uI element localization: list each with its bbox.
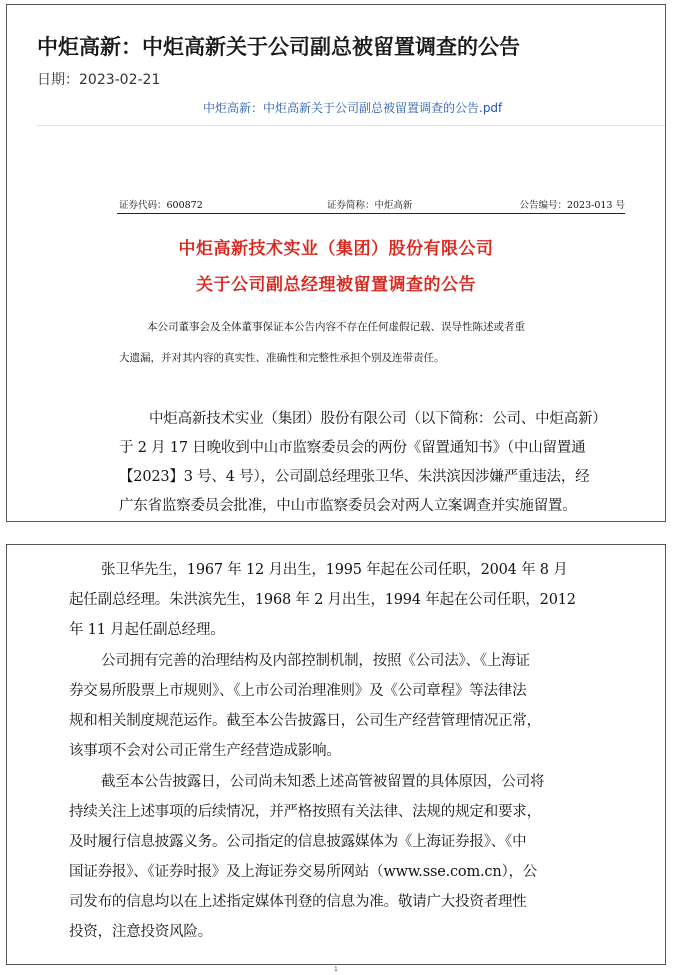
body-line: 【2023】3 号、4 号），公司副总经理张卫华、朱洪滨因涉嫌严重违法，经: [119, 469, 590, 485]
meta-divider: [117, 213, 625, 214]
body-line: 国证券报》、《证券时报》及上海证券交易所网站（www.sse.com.cn），公: [69, 864, 538, 880]
body-line: 券交易所股票上市规则》、《上市公司治理准则》及《公司章程》等法律法: [69, 683, 527, 699]
body-line: 广东省监察委员会批准，中山市监察委员会对两人立案调查并实施留置。: [119, 498, 577, 514]
publish-date: 日期：2023-02-21: [37, 72, 161, 88]
body-line: 及时履行信息披露义务。公司指定的信息披露媒体为《上海证券报》、《中: [69, 834, 527, 850]
body-line: 截至本公告披露日，公司尚未知悉上述高管被留置的具体原因，公司将: [101, 774, 545, 790]
board-statement-line: 本公司董事会及全体董事保证本公告内容不存在任何虚假记载、误导性陈述或者重: [147, 321, 525, 333]
security-code: 证券代码：600872: [119, 200, 203, 211]
body-line: 投资，注意投资风险。: [69, 924, 212, 940]
board-statement-line: 大遗漏，并对其内容的真实性、准确性和完整性承担个别及连带责任。: [119, 352, 445, 364]
page-title: 中炬高新：中炬高新关于公司副总被留置调查的公告: [37, 35, 520, 59]
security-short-name: 证券简称：中炬高新: [327, 200, 413, 211]
announcement-number: 公告编号：2023-013 号: [519, 200, 625, 211]
document-title-line1: 中炬高新技术实业（集团）股份有限公司: [178, 239, 494, 259]
body-line: 起任副总经理。朱洪滨先生，1968 年 2 月出生，1994 年起在公司任职，2012: [69, 592, 576, 608]
body-line: 规和相关制度规范运作。截至本公告披露日，公司生产经营管理情况正常，: [69, 713, 541, 729]
body-line: 持续关注上述事项的后续情况，并严格按照有关法律、法规的规定和要求，: [69, 804, 541, 820]
body-line: 司发布的信息均以在上述指定媒体刊登的信息为准。敬请广大投资者理性: [69, 894, 527, 910]
document-title-line2: 关于公司副总经理被留置调查的公告: [196, 275, 476, 295]
body-line: 张卫华先生，1967 年 12 月出生，1995 年起在公司任职，2004 年 8 月: [101, 562, 568, 578]
announcement-panel-page1: [6, 4, 666, 522]
header-divider: [37, 125, 665, 126]
security-meta-row: [117, 197, 625, 211]
page-number: 1: [334, 966, 338, 973]
announcement-panel-page2: [6, 544, 666, 965]
body-line: 中炬高新技术实业（集团）股份有限公司（以下简称：公司、中炬高新）: [149, 411, 607, 427]
body-line: 公司拥有完善的治理结构及内部控制机制，按照《公司法》、《上海证: [101, 653, 530, 669]
pdf-download-link[interactable]: 中炬高新：中炬高新关于公司副总被留置调查的公告.pdf: [203, 101, 503, 115]
body-line: 于 2 月 17 日晚收到中山市监察委员会的两份《留置通知书》（中山留置通: [119, 440, 586, 456]
body-line: 年 11 月起任副总经理。: [69, 622, 225, 638]
body-line: 该事项不会对公司正常生产经营造成影响。: [69, 743, 341, 759]
